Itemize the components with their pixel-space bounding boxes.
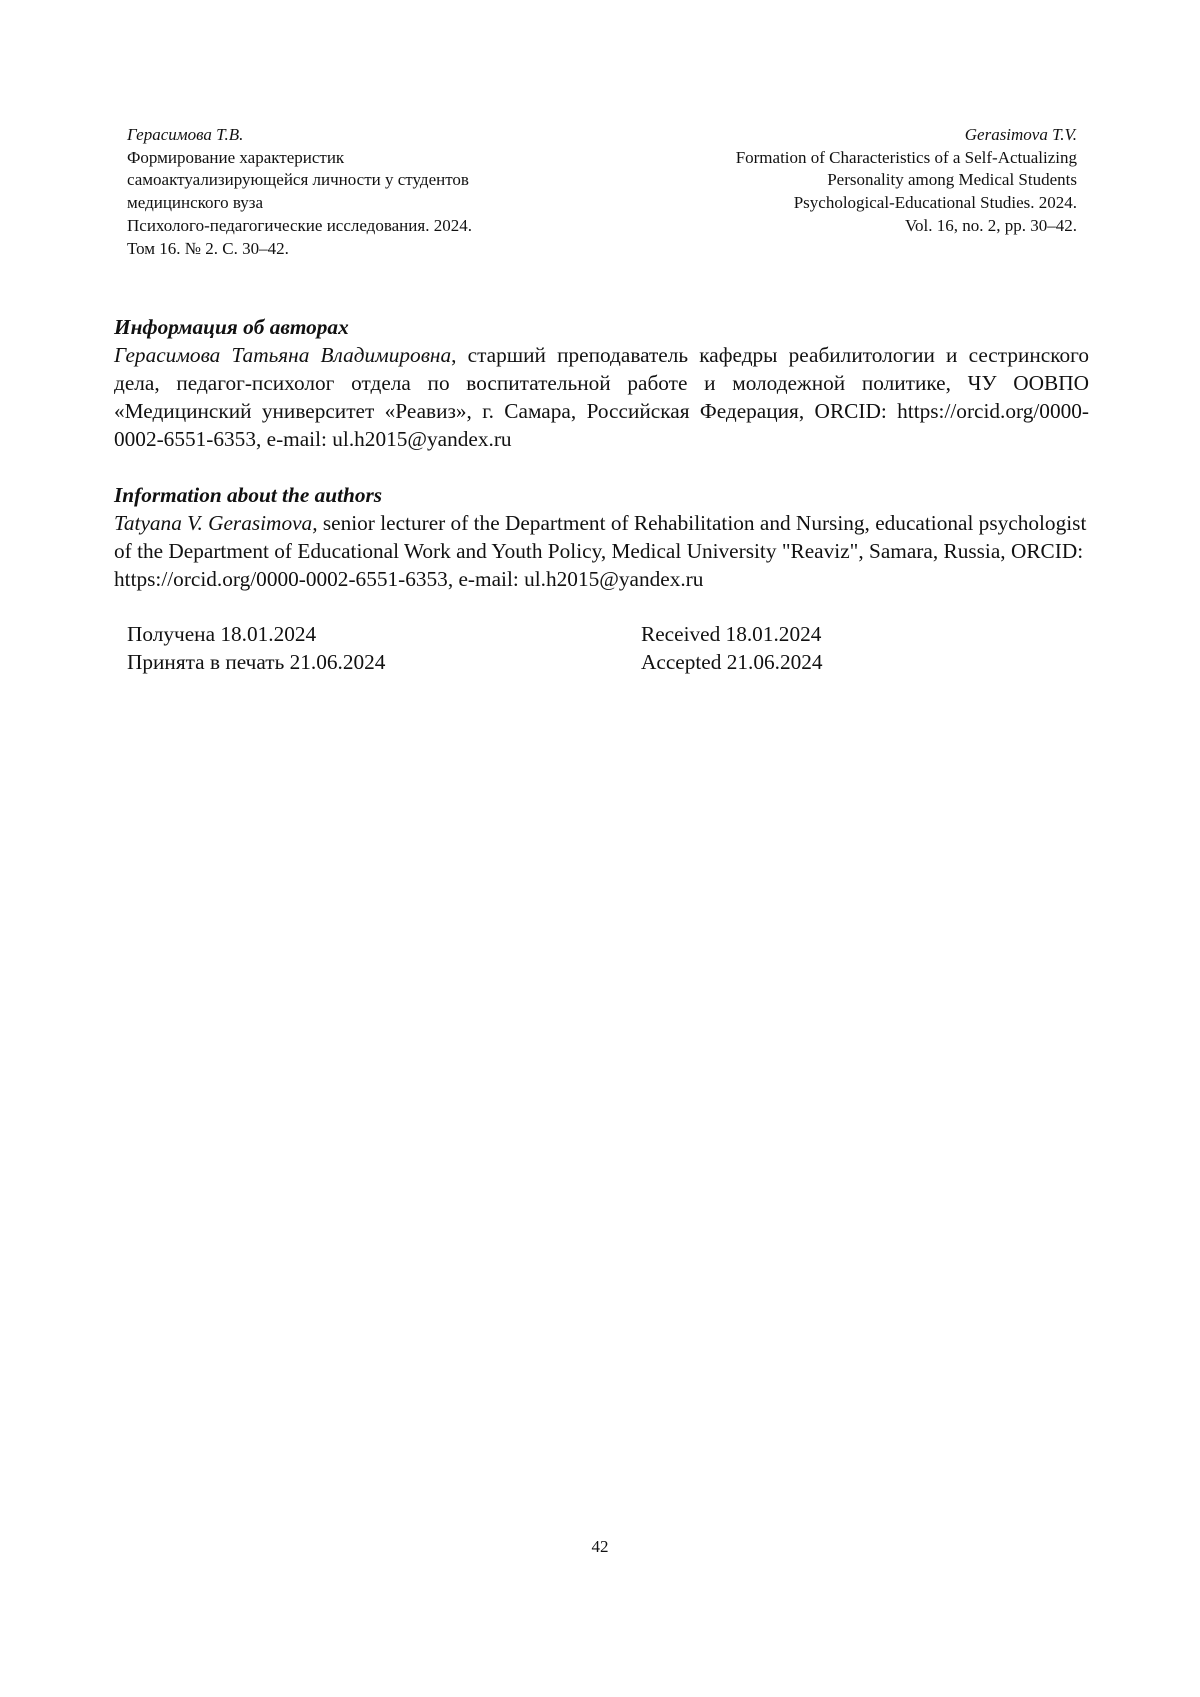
accepted-date-en: Accepted 21.06.2024 (641, 650, 823, 674)
authors-info-en-title: Information about the authors (114, 483, 383, 507)
submission-dates-ru (127, 620, 385, 676)
header-line-en: Personality among Medical Students (827, 170, 1077, 190)
header-line-ru: Формирование характеристик (127, 147, 345, 167)
page-number: 42 (591, 1537, 609, 1556)
header-author-en: Gerasimova T.V. (964, 125, 1077, 144)
accepted-date-ru: Принята в печать 21.06.2024 (127, 650, 386, 674)
author-name-ru: Герасимова Татьяна Владимировна (114, 343, 452, 367)
header-author-ru: Герасимова Т.В. (127, 125, 244, 144)
header-line-ru: самоактуализирующейся личности у студентов (127, 170, 469, 190)
authors-info-ru-text (114, 341, 1089, 453)
header-line-en: Vol. 16, no. 2, pp. 30–42. (904, 215, 1077, 235)
received-date-ru: Получена 18.01.2024 (127, 622, 317, 646)
header-line-ru: Психолого-педагогические исследования. 2024. (127, 215, 472, 235)
submission-dates-en (641, 620, 823, 676)
running-header-ru (127, 124, 627, 260)
authors-info-ru-title: Информация об авторах (114, 315, 349, 339)
running-header-en (597, 124, 1077, 238)
author-name-en: Tatyana V. Gerasimova, (114, 511, 318, 535)
authors-info-en-text (114, 509, 1089, 593)
header-line-en: Formation of Characteristics of a Self-Actualizing (735, 147, 1077, 167)
header-line-ru: медицинского вуза (127, 193, 264, 213)
received-date-en: Received 18.01.2024 (641, 622, 822, 646)
authors-info-en (114, 481, 1089, 593)
author-details-en: senior lecturer of the Department of Rehabilitation and Nursing, educational psychologist of the Department of Educational Work and Youth Policy, Medical University "Reaviz", Samara, Russia, ORCID: https://orcid.org/0000-0002-6551-6353, e-mail: ul.h2015@yandex.ru (114, 511, 1087, 591)
header-line-en: Psychological-Educational Studies. 2024. (793, 193, 1077, 213)
author-details-ru: , старший преподаватель кафедры реабилитологии и сестринского дела, педагог-психолог отдела по воспитательной работе и молодежной политике, ЧУ ООВПО «Медицинский университет «Реавиз», г. Самара, Российская Федерация, ORCID: https://orcid.org/0000-0002-6551-6353, e-mail: ul.h2015@yandex.ru (114, 343, 1089, 451)
authors-info-ru (114, 313, 1089, 453)
header-line-ru: Том 16. № 2. С. 30–42. (127, 238, 289, 258)
